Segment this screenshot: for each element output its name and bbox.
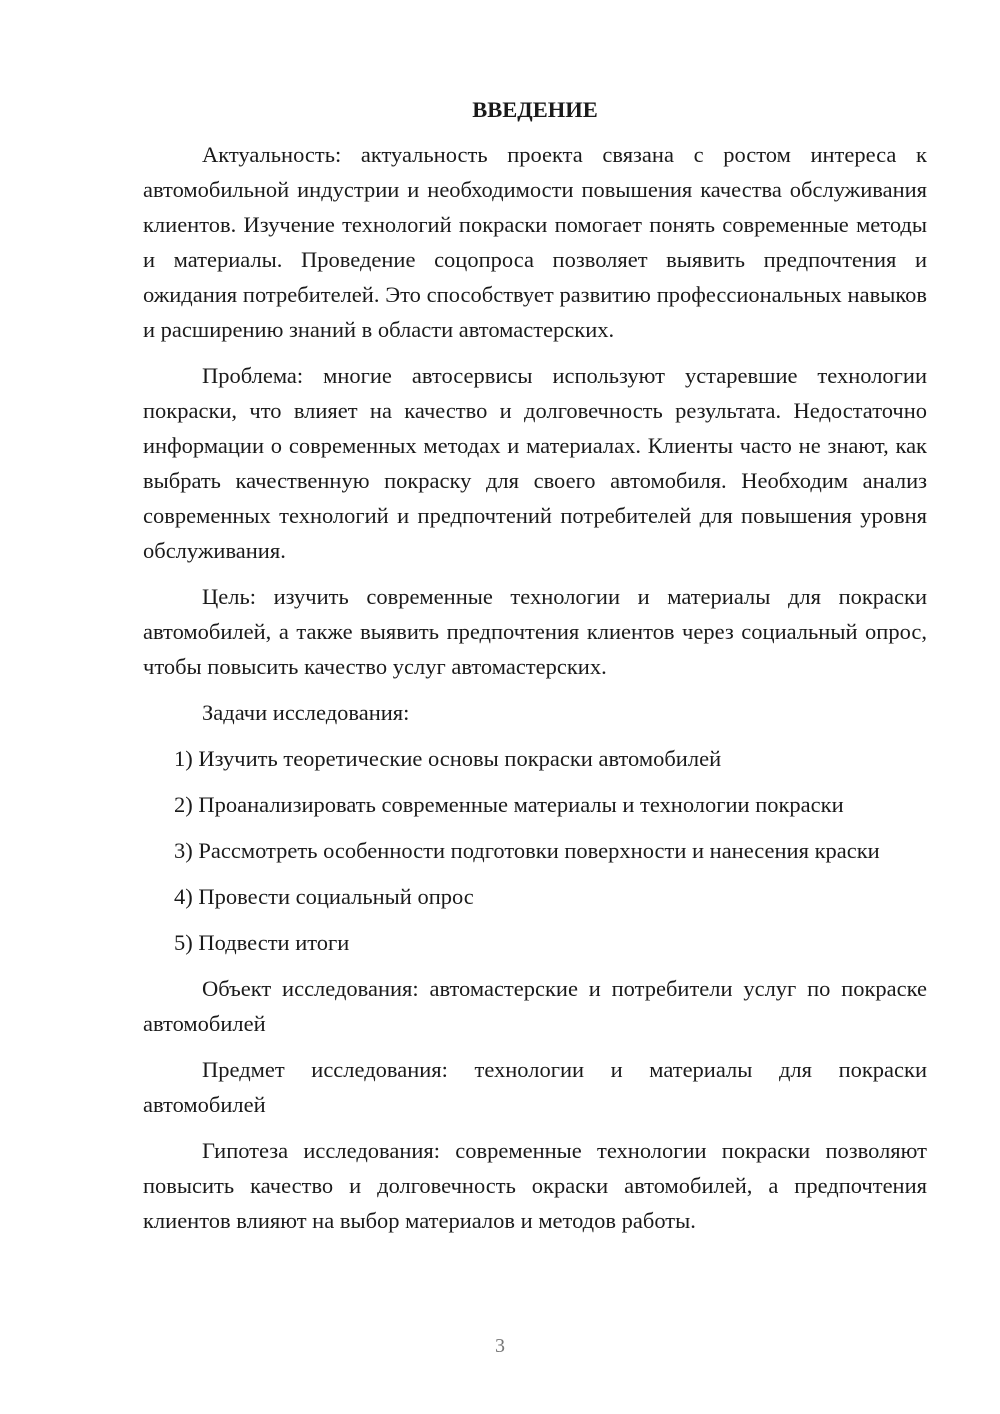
paragraph-object: Объект исследования: автомастерские и потребители услуг по покраске автомобилей <box>143 976 927 1036</box>
task-item-4: 4) Провести социальный опрос <box>174 884 474 909</box>
paragraph-problem: Проблема: многие автосервисы используют устаревшие технологии покраски, что влияет на качество и долговечность результата. Недостаточно информации о современных методах и материалах. Клиенты часто не знают, как выбрать качественную покраску для своего автомобиля. Необходим анализ современных технологий и предпочтений потребителей для повышения уровня обслуживания. <box>143 363 927 563</box>
page-number: 3 <box>495 1335 505 1357</box>
paragraph-subject: Предмет исследования: технологии и материалы для покраски автомобилей <box>143 1057 927 1117</box>
page-content <box>143 95 927 1249</box>
task-item-2: 2) Проанализировать современные материалы и технологии покраски <box>174 792 844 817</box>
paragraph-goal: Цель: изучить современные технологии и материалы для покраски автомобилей, а также выявить предпочтения клиентов через социальный опрос, чтобы повысить качество услуг автомастерских. <box>143 584 927 679</box>
section-title: ВВЕДЕНИЕ <box>472 97 598 122</box>
task-item-3: 3) Рассмотреть особенности подготовки поверхности и нанесения краски <box>174 838 880 863</box>
paragraph-tasks-heading: Задачи исследования: <box>202 700 410 725</box>
task-item-5: 5) Подвести итоги <box>174 930 350 955</box>
paragraph-hypothesis: Гипотеза исследования: современные технологии покраски позволяют повысить качество и долговечность окраски автомобилей, а предпочтения клиентов влияют на выбор материалов и методов работы. <box>143 1138 927 1233</box>
task-item-1: 1) Изучить теоретические основы покраски автомобилей <box>174 746 722 771</box>
paragraph-relevance: Актуальность: актуальность проекта связана с ростом интереса к автомобильной индустрии и необходимости повышения качества обслуживания клиентов. Изучение технологий покраски помогает понять современные методы и материалы. Проведение соцопроса позволяет выявить предпочтения и ожидания потребителей. Это способствует развитию профессиональных навыков и расширению знаний в области автомастерских. <box>143 142 927 342</box>
